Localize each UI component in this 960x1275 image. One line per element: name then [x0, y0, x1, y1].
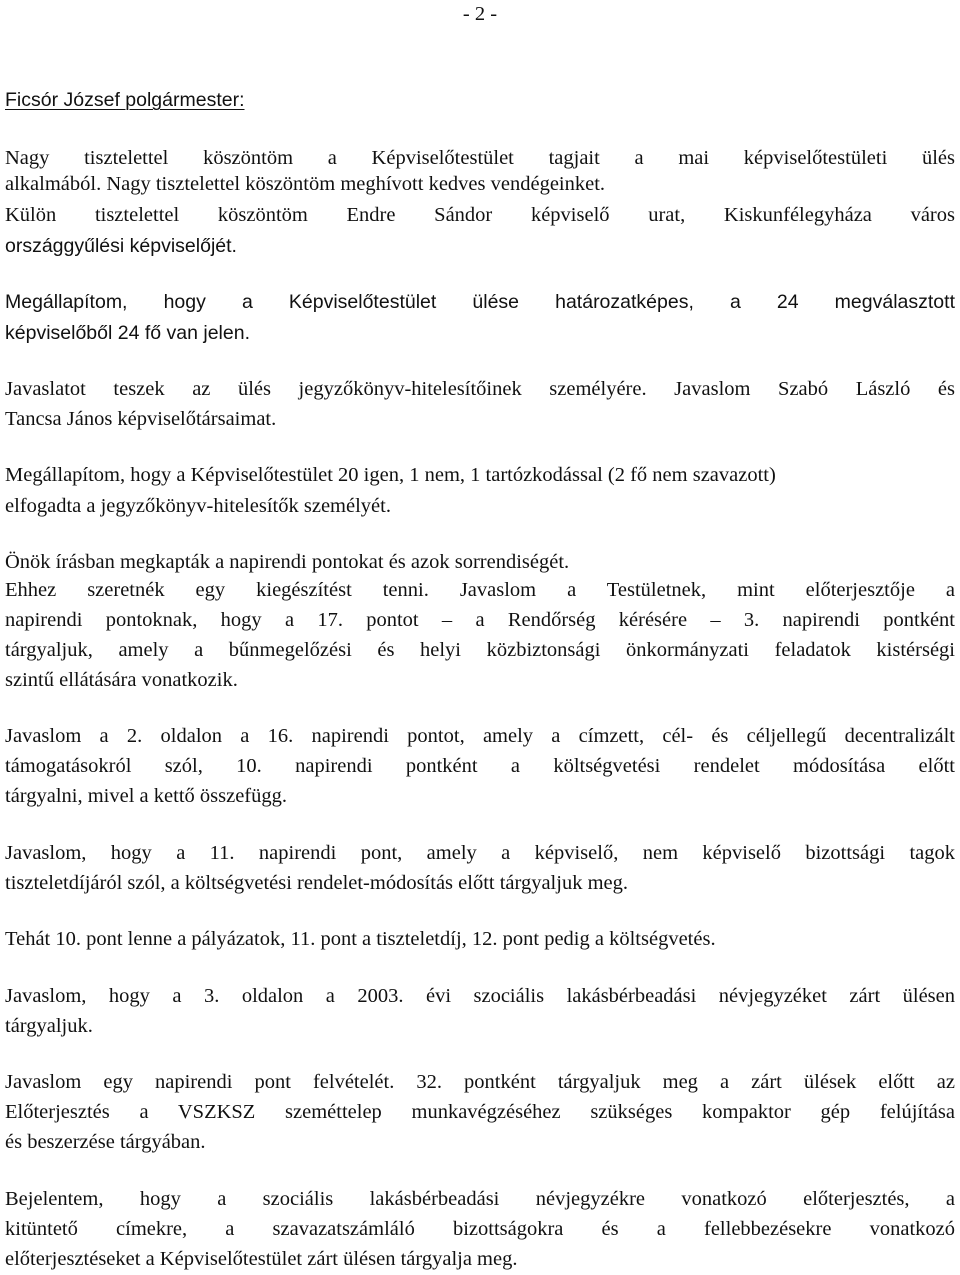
text-line: Javaslom egy napirendi pont felvételét. 32. pontként tárgyaljuk meg a zárt ülések előtt az — [5, 1071, 955, 1093]
text-line: Megállapítom, hogy a Képviselőtestület ülése határozatképes, a 24 megválasztott — [5, 291, 955, 313]
text-line: és beszerzése tárgyában. — [5, 1131, 206, 1153]
text-line: Megállapítom, hogy a Képviselőtestület 20 igen, 1 nem, 1 tartózkodással (2 fő nem szavazott) — [5, 464, 776, 486]
text-line: Ehhez szeretnék egy kiegészítést tenni. Javaslom a Testületnek, mint előterjesztője a — [5, 579, 955, 601]
text-line: elfogadta a jegyzőkönyv-hitelesítők személyét. — [5, 495, 391, 517]
text-line: tárgyalni, mivel a kettő összefügg. — [5, 785, 287, 807]
text-line: Bejelentem, hogy a szociális lakásbérbeadási névjegyzékre vonatkozó előterjesztés, a — [5, 1188, 955, 1210]
text-line: alkalmából. Nagy tisztelettel köszöntöm meghívott kedves vendégeinket. — [5, 173, 606, 195]
text-line: Külön tisztelettel köszöntöm Endre Sándor képviselő urat, Kiskunfélegyháza város — [5, 204, 955, 226]
text-line: Előterjesztés a VSZKSZ szeméttelep munkavégzéséhez szükséges kompaktor gép felújítása — [5, 1101, 955, 1123]
text-line: szintű ellátására vonatkozik. — [5, 669, 238, 691]
text-line: támogatásokról szól, 10. napirendi pontként a költségvetési rendelet módosítása előtt — [5, 755, 955, 777]
text-line: országgyűlési képviselőjét. — [5, 235, 237, 257]
text-line: Nagy tisztelettel köszöntöm a Képviselőtestület tagjait a mai képviselőtestületi ülés — [5, 147, 955, 169]
text-line: Javaslom a 2. oldalon a 16. napirendi pontot, amely a címzett, cél- és céljellegű decentralizált — [5, 725, 955, 747]
text-line: képviselőből 24 fő van jelen. — [5, 322, 250, 344]
text-line: előterjesztéseket a Képviselőtestület zárt ülésen tárgyalja meg. — [5, 1248, 518, 1270]
text-line: Tehát 10. pont lenne a pályázatok, 11. pont a tiszteletdíj, 12. pont pedig a költségvetés. — [5, 928, 716, 950]
text-line: Javaslatot teszek az ülés jegyzőkönyv-hitelesítőinek személyére. Javaslom Szabó László és — [5, 378, 955, 400]
text-line: kitüntető címekre, a szavazatszámláló bizottságokra és a fellebbezésekre vonatkozó — [5, 1218, 955, 1240]
page-number: - 2 - — [462, 3, 498, 25]
text-line: Javaslom, hogy a 11. napirendi pont, amely a képviselő, nem képviselő bizottsági tagok — [5, 842, 955, 864]
text-line: tiszteletdíjáról szól, a költségvetési rendelet-módosítás előtt tárgyaljuk meg. — [5, 872, 628, 894]
text-line: Önök írásban megkapták a napirendi pontokat és azok sorrendiségét. — [5, 551, 570, 573]
text-line: tárgyaljuk. — [5, 1015, 93, 1037]
text-line: napirendi pontoknak, hogy a 17. pontot – a Rendőrség kérésére – 3. napirendi pontként — [5, 609, 955, 631]
text-line: Javaslom, hogy a 3. oldalon a 2003. évi szociális lakásbérbeadási névjegyzéket zárt ülésen — [5, 985, 955, 1007]
speaker-heading: Ficsór József polgármester: — [5, 89, 245, 111]
text-line: tárgyaljuk, amely a bűnmegelőzési és helyi közbiztonsági önkormányzati feladatok kistérségi — [5, 639, 955, 661]
text-line: Tancsa János képviselőtársaimat. — [5, 408, 277, 430]
